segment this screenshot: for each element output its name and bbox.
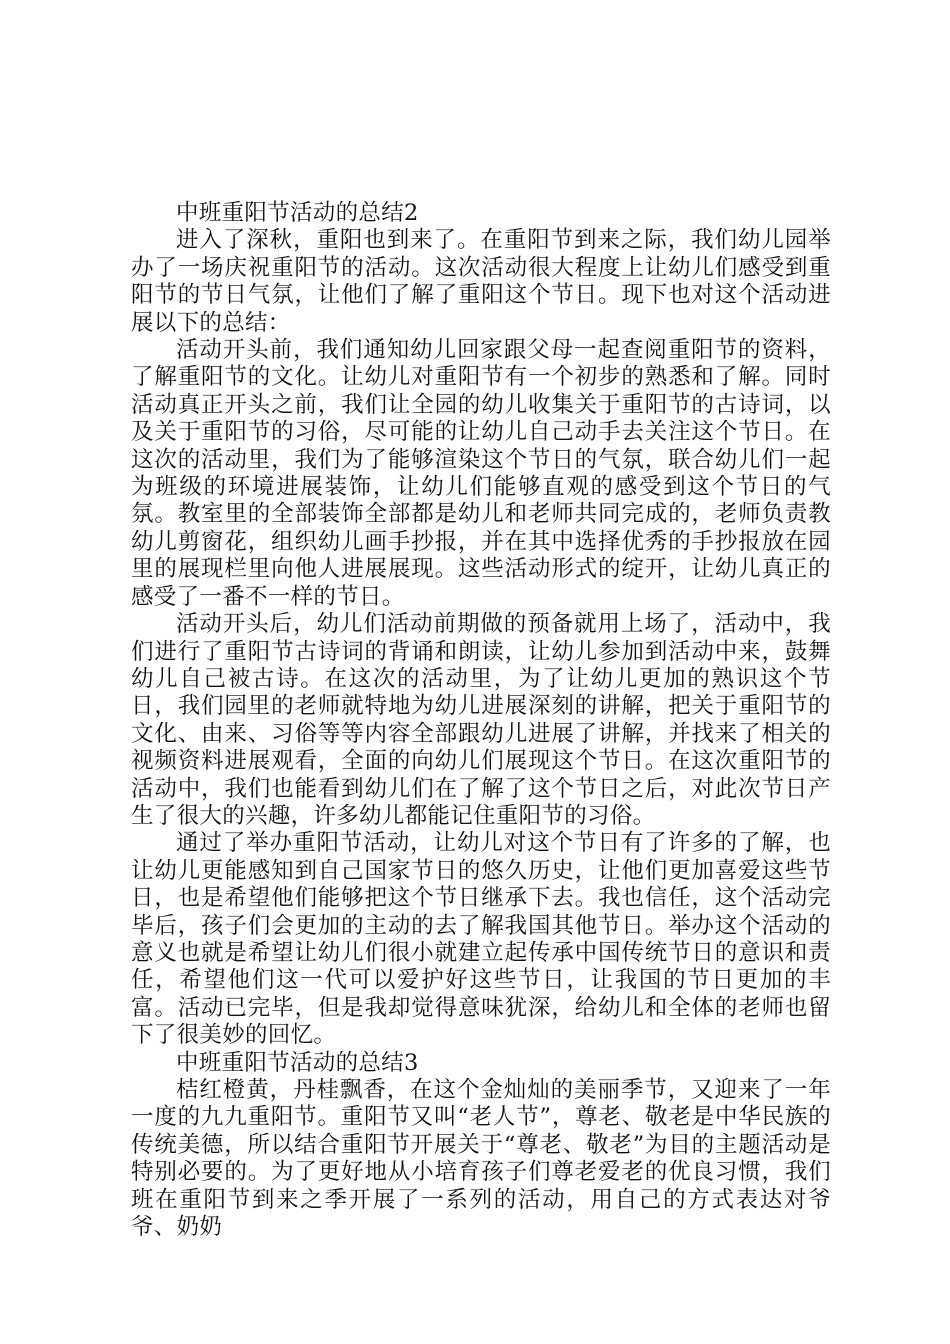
section-heading: 中班重阳节活动的总结3 [176,1049,419,1076]
body-paragraph: 桔红橙黄，丹桂飘香，在这个金灿灿的美丽季节，又迎来了一年一度的九九重阳节。重阳节又叫“老人节”，尊老、敬老是中华民族的传统美德，所以结合重阳节开展关于“尊老、敬老”为目的主题活动是特别必要的。为了更好地从小培育孩子们尊老爱老的优良习惯，我们班在重阳节到来之季开展了一系列的活动，用自己的方式表达对爷爷、奶奶 [131,1077,831,1241]
body-paragraph: 进入了深秋，重阳也到来了。在重阳节到来之际，我们幼儿园举办了一场庆祝重阳节的活动。这次活动很大程度上让幼儿们感受到重阳节的节日气氛，让他们了解了重阳这个节日。现下也对这个活动进展以下的总结： [131,227,831,336]
body-paragraph: 活动开头前，我们通知幼儿回家跟父母一起查阅重阳节的资料，了解重阳节的文化。让幼儿对重阳节有一个初步的熟悉和了解。同时活动真正开头之前，我们让全园的幼儿收集关于重阳节的古诗词，以及关于重阳节的习俗，尽可能的让幼儿自己动手去关注这个节日。在这次的活动里，我们为了能够渲染这个节日的气氛，联合幼儿们一起为班级的环境进展装饰，让幼儿们能够直观的感受到这个节日的气氛。教室里的全部装饰全部都是幼儿和老师共同完成的，老师负责教幼儿剪窗花，组织幼儿画手抄报，并在其中选择优秀的手抄报放在园里的展现栏里向他人进展展现。这些活动形式的绽开，让幼儿真正的感受了一番不一样的节日。 [131,337,831,610]
body-paragraph: 活动开头后，幼儿们活动前期做的预备就用上场了，活动中，我们进行了重阳节古诗词的背诵和朗读，让幼儿参加到活动中来，鼓舞幼儿自己被古诗。在这次的活动里，为了让幼儿更加的熟识这个节日，我们园里的老师就特地为幼儿进展深刻的讲解，把关于重阳节的文化、由来、习俗等等内容全部跟幼儿进展了讲解，并找来了相关的视频资料进展观看，全面的向幼儿们展现这个节日。在这次重阳节的活动中，我们也能看到幼儿们在了解了这个节日之后，对此次节日产生了很大的兴趣，许多幼儿都能记住重阳节的习俗。 [131,611,831,829]
body-paragraph: 通过了举办重阳节活动，让幼儿对这个节日有了许多的了解，也让幼儿更能感知到自己国家节日的悠久历史，让他们更加喜爱这些节日，也是希望他们能够把这个节日继承下去。我也信任，这个活动完毕后，孩子们会更加的主动的去了解我国其他节日。举办这个活动的意义也就是希望让幼儿们很小就建立起传承中国传统节日的意识和责任，希望他们这一代可以爱护好这些节日，让我国的节日更加的丰富。活动已完毕，但是我却觉得意味犹深，给幼儿和全体的老师也留下了很美妙的回忆。 [131,830,831,1049]
section-heading: 中班重阳节活动的总结2 [176,200,419,226]
document-body [131,200,831,1241]
